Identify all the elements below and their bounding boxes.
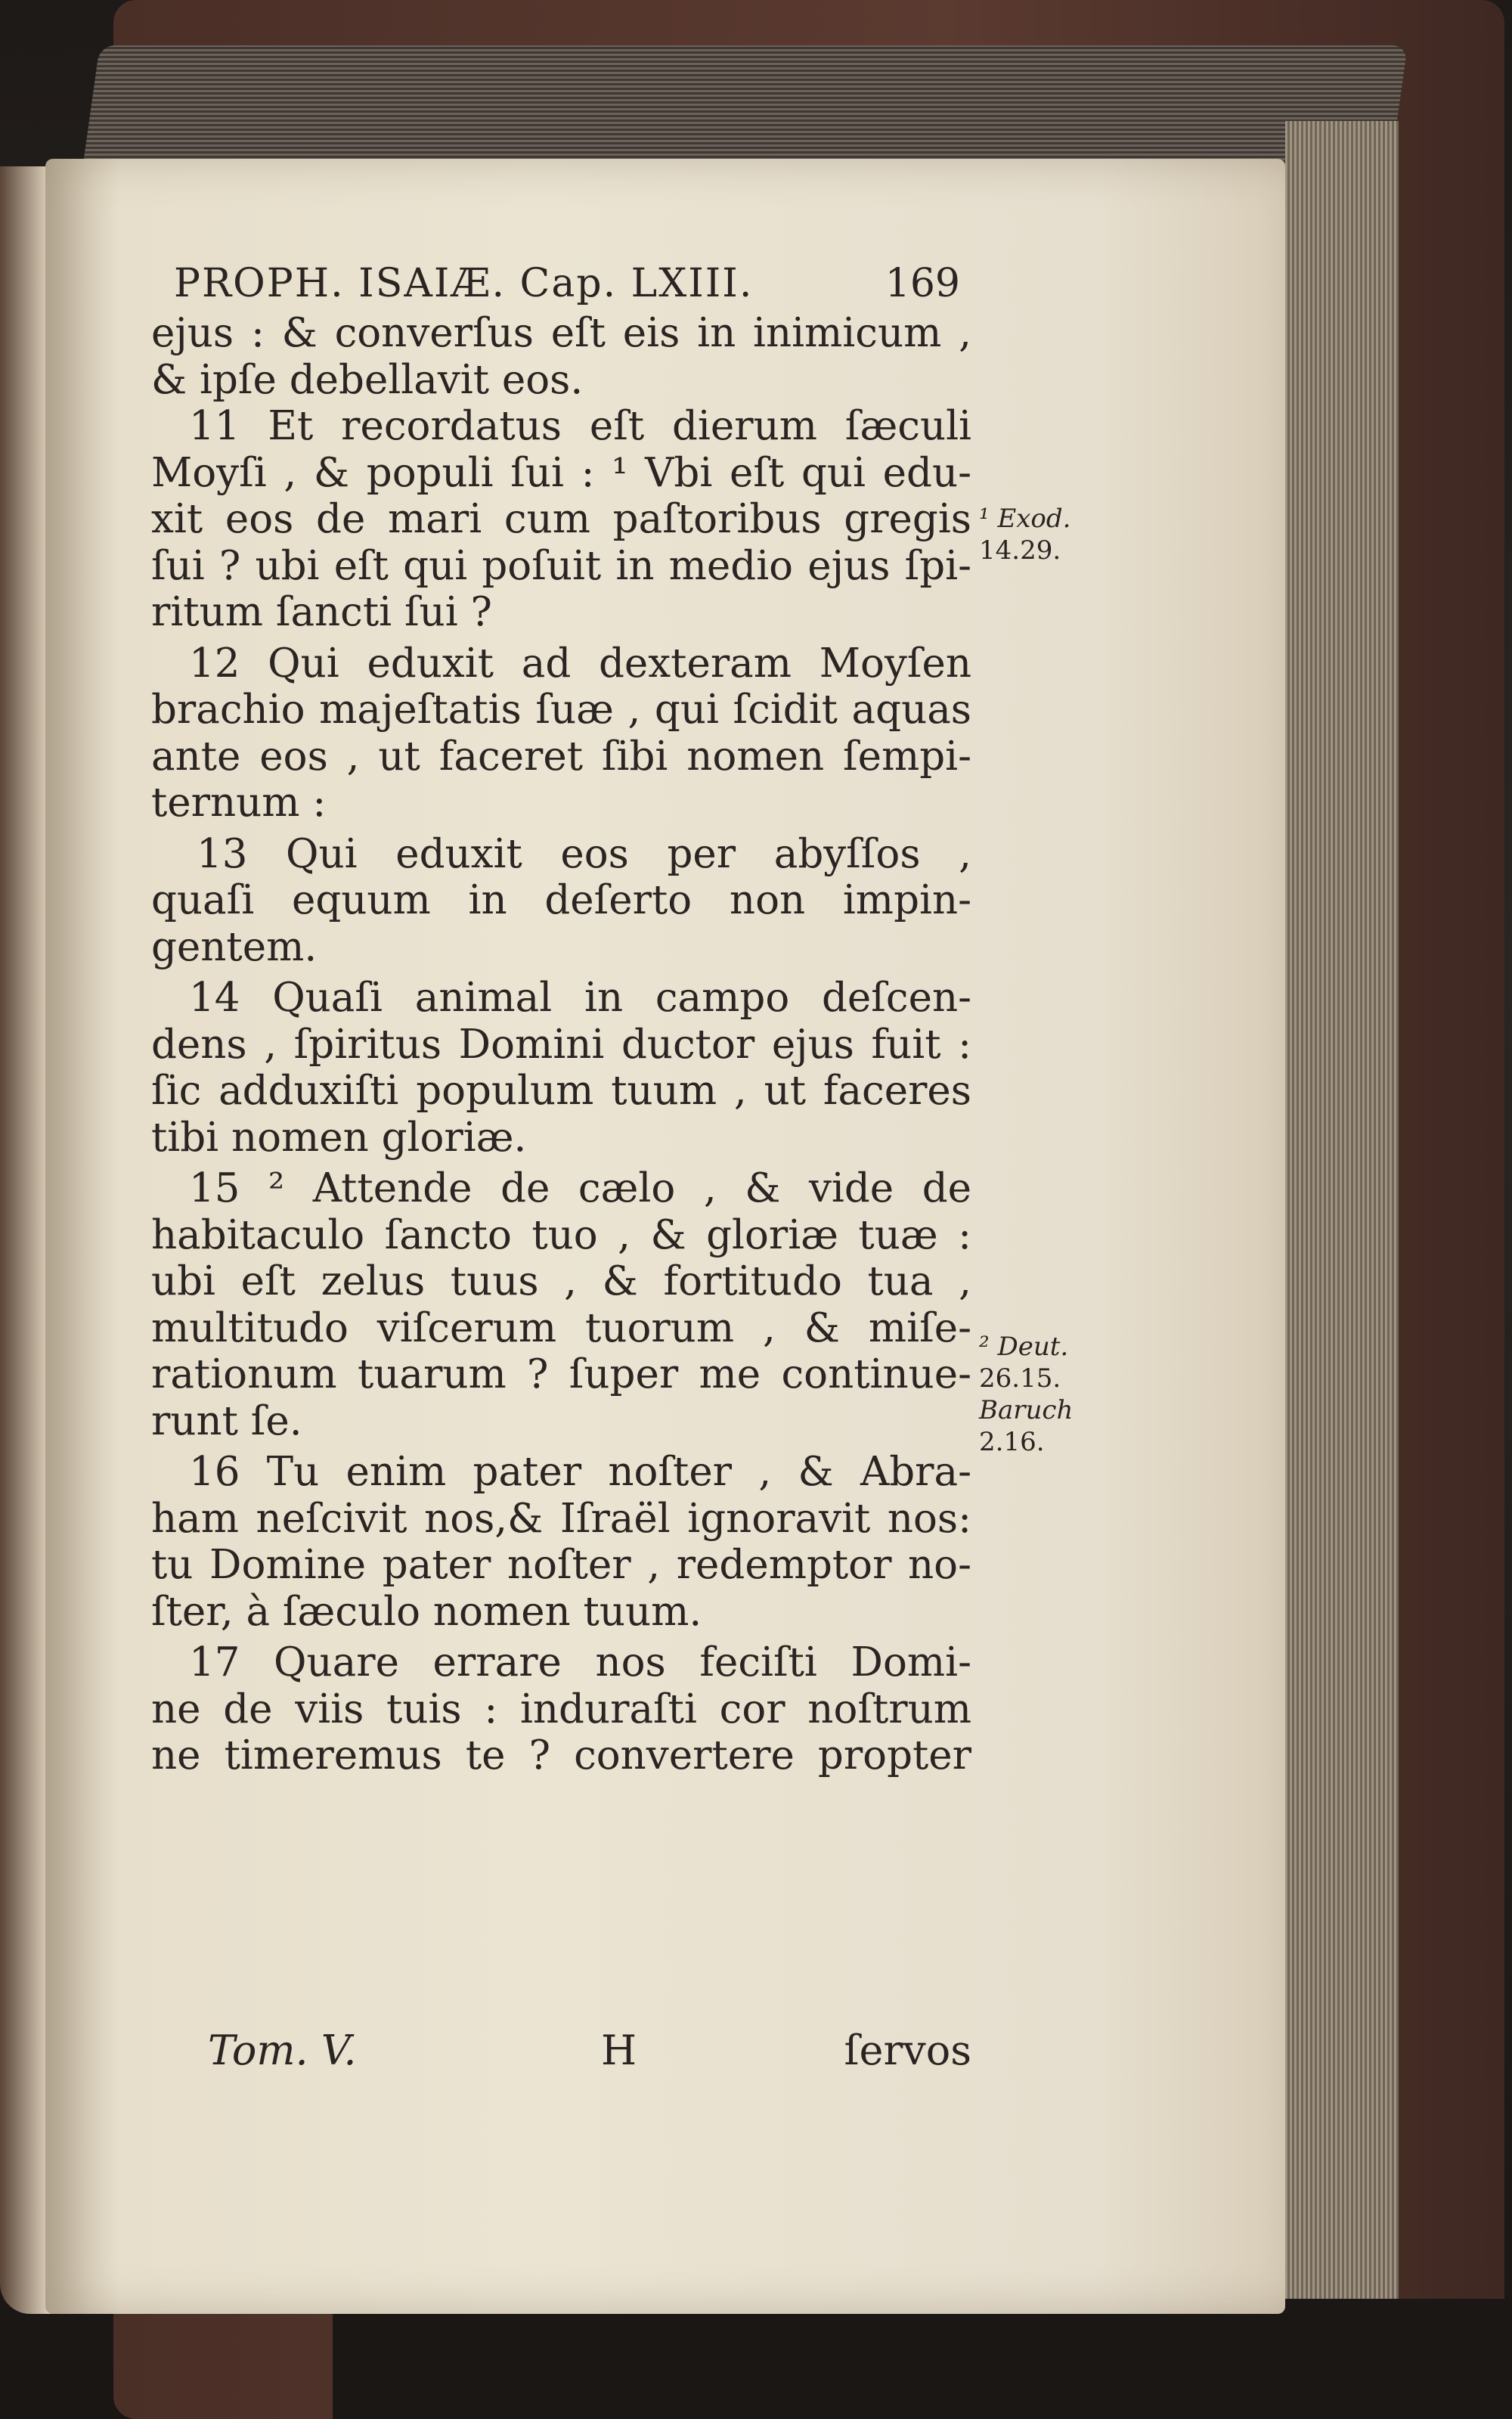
verse-11-line: 11 Et recordatus eſt dierum ſæculi — [189, 403, 971, 449]
text-line: ſic adduxiſti populum tuum , ut faceres — [151, 1068, 971, 1114]
page-number: 169 — [885, 261, 960, 306]
margin-note-book: ² Deut. — [979, 1332, 1069, 1362]
text-line: multitudo viſcerum tuorum , & miſe- — [151, 1304, 971, 1351]
text-line: ternum : — [151, 780, 327, 826]
verse-16-line: 16 Tu enim pater noſter , & Abra- — [189, 1449, 971, 1495]
text-line: ne de viis tuis : induraſti cor noſtrum — [151, 1686, 971, 1732]
verse-14-line: 14 Quaſi animal in campo deſcen- — [189, 975, 971, 1021]
text-line: ſui ? ubi eſt qui poſuit in medio ejus ſpi- — [151, 542, 971, 589]
page-edges-top — [82, 45, 1408, 174]
text-line: ham neſcivit nos,& Iſraël ignoravit nos: — [151, 1495, 971, 1542]
page-footer — [208, 2027, 971, 2079]
verse-17-line: 17 Quare errare nos feciſti Domi- — [189, 1639, 971, 1686]
text-line: habitaculo ſancto tuo , & gloriæ tuæ : — [151, 1211, 971, 1258]
text-line: xit eos de mari cum paſtoribus gregis — [151, 496, 971, 542]
text-line: rationum tuarum ? ſuper me continue- — [151, 1351, 971, 1397]
text-line: brachio majeſtatis ſuæ , qui ſcidit aquas — [151, 687, 971, 733]
text-line: ne timeremus te ? convertere propter — [151, 1732, 971, 1779]
margin-note-book: ¹ Exod. — [979, 504, 1071, 534]
verse-13-line: 13 Qui eduxit eos per abyſſos , — [197, 830, 971, 877]
running-title: PROPH. ISAIÆ. Cap. LXIII. — [174, 261, 754, 306]
signature-mark: H — [601, 2027, 637, 2074]
catchword: ſervos — [844, 2027, 971, 2074]
text-line: tu Domine pater noſter , redemptor no- — [151, 1542, 971, 1588]
text-line: runt ſe. — [151, 1397, 302, 1444]
text-line: ubi eſt zelus tuus , & fortitudo tua , — [151, 1258, 971, 1304]
text-line: ſter, à ſæculo nomen tuum. — [151, 1588, 702, 1635]
margin-note-exodus — [979, 503, 1070, 566]
verse-15-line: 15 ² Attende de cælo , & vide de — [189, 1165, 971, 1211]
running-header — [174, 261, 960, 314]
margin-note-deuteronomy — [979, 1331, 1073, 1458]
desk-shadow — [333, 2299, 1512, 2419]
text-line: ejus : & converſus eſt eis in inimicum , — [151, 310, 971, 356]
text-line: ritum ſancti ſui ? — [151, 589, 492, 635]
margin-note-ref: 2.16. — [979, 1427, 1045, 1457]
text-line: tibi nomen gloriæ. — [151, 1114, 527, 1161]
page-edges-right — [1285, 121, 1399, 2299]
text-line: Moyſi , & populi ſui : ¹ Vbi eſt qui edu- — [151, 449, 971, 496]
text-line: dens , ſpiritus Domini ductor ejus fuit : — [151, 1021, 971, 1068]
margin-note-book: Baruch — [979, 1395, 1074, 1425]
volume-label: Tom. V. — [208, 2027, 357, 2074]
margin-note-ref: 26.15. — [979, 1363, 1061, 1394]
text-line: quaſi equum in deſerto non impin- — [151, 877, 971, 923]
text-line: gentem. — [151, 923, 318, 970]
text-line: ante eos , ut faceret ſibi nomen ſempi- — [151, 733, 971, 780]
margin-note-ref: 14.29. — [979, 535, 1061, 566]
body-text — [151, 310, 971, 1779]
text-line: & ipſe debellavit eos. — [151, 356, 584, 403]
verse-12-line: 12 Qui eduxit ad dexteram Moyſen — [189, 640, 971, 687]
